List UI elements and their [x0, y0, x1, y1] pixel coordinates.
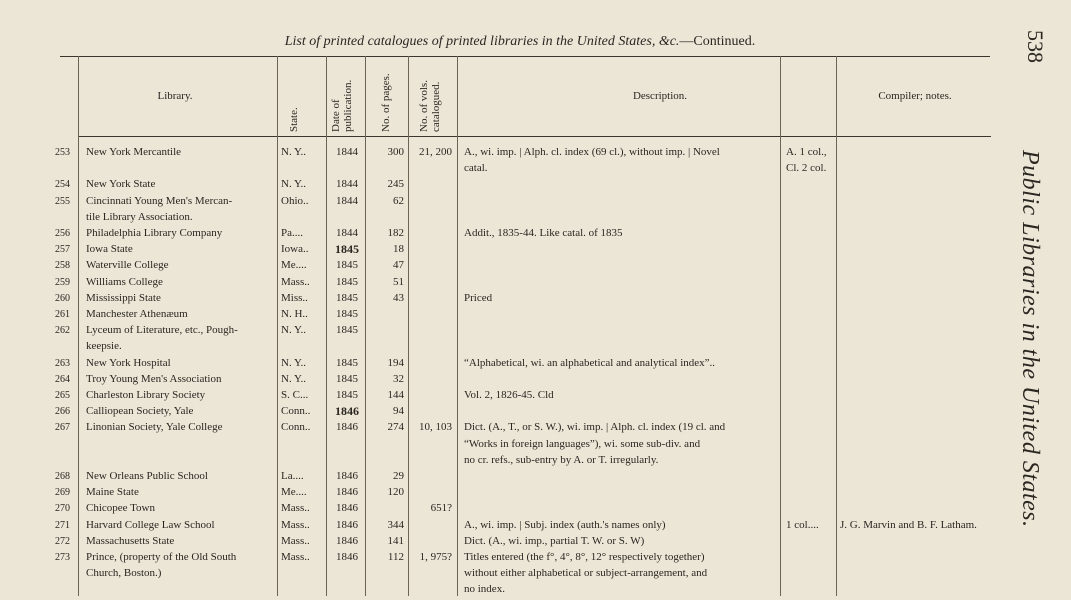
- cell-lib: Maine State: [86, 486, 139, 499]
- cell-num: 254: [55, 179, 70, 191]
- cell-lib: Calliopean Society, Yale: [86, 405, 194, 418]
- cell-date: 1846: [336, 551, 358, 563]
- cell-state: Ohio..: [281, 194, 309, 207]
- col-header-compiler: Compiler; notes.: [878, 90, 952, 102]
- cell-pages: 274: [387, 421, 404, 434]
- cell-date: 1846: [336, 534, 358, 547]
- cell-date: 1846: [336, 421, 358, 434]
- cell-num: 266: [55, 406, 70, 418]
- cell-lib: Manchester Athenæum: [86, 308, 188, 320]
- cell-pages: 51: [393, 275, 404, 288]
- cell-extra: A. 1 col.,: [786, 146, 827, 158]
- cell-state: La....: [281, 470, 304, 482]
- cell-vols: 10, 103: [419, 421, 452, 434]
- cell-pages: 47: [393, 259, 404, 272]
- cell-date: 1846: [336, 486, 358, 499]
- cell-num: 269: [55, 487, 70, 499]
- cell-state: Conn..: [281, 421, 311, 434]
- cell-num: 256: [55, 228, 70, 239]
- cell-vols: 1, 975?: [419, 551, 452, 563]
- cell-state: N. Y..: [281, 372, 307, 385]
- cell-pages: 194: [387, 356, 404, 369]
- cell-num: 261: [55, 309, 70, 320]
- cell-date: 1844: [336, 227, 358, 239]
- cell-num: 267: [55, 422, 70, 434]
- cell-desc: “Works in foreign languages”), wi. some sub-div. and: [464, 437, 701, 450]
- cell-num: 260: [55, 292, 70, 304]
- cell-num: 264: [55, 373, 70, 385]
- cell-desc: no cr. refs., sub-entry by A. or T. irregularly.: [464, 453, 659, 466]
- cell-num: 263: [55, 357, 70, 369]
- cell-lib: keepsie.: [86, 340, 122, 353]
- col-header-state: State.: [288, 107, 300, 132]
- cell-date: 1844: [336, 178, 358, 191]
- cell-date: 1846: [336, 470, 358, 482]
- cell-state: Mass..: [281, 518, 310, 531]
- cell-pages: 141: [387, 534, 404, 547]
- cell-state: Conn..: [281, 405, 311, 418]
- cell-date: 1846: [336, 502, 358, 515]
- cell-pages: 344: [387, 518, 404, 531]
- cell-num: 262: [55, 325, 70, 337]
- cell-desc: A., wi. imp. | Subj. index (auth.'s names only): [464, 518, 666, 531]
- cell-desc: Addit., 1835-44. Like catal. of 1835: [464, 227, 623, 239]
- cell-date: 1845: [336, 275, 358, 288]
- cell-date: 1845: [336, 372, 358, 385]
- cell-state: N. Y..: [281, 146, 307, 158]
- cell-state: Mass..: [281, 502, 310, 515]
- cell-lib: New York Mercantile: [86, 146, 182, 158]
- cell-lib: Troy Young Men's Association: [86, 372, 222, 385]
- cell-num: 258: [55, 260, 70, 272]
- cell-pages: 29: [393, 470, 404, 482]
- cell-pages: 120: [387, 486, 404, 499]
- cell-lib: New York State: [86, 178, 156, 191]
- cell-state: N. Y..: [281, 324, 307, 337]
- cell-num: 273: [55, 552, 70, 563]
- header-title: List of printed catalogues of printed libraries in the United States, &c.: [284, 34, 680, 49]
- col-divider: [780, 56, 781, 596]
- cell-pages: 300: [387, 146, 404, 158]
- cell-num: 259: [55, 276, 70, 288]
- cell-lib: Harvard College Law School: [86, 518, 215, 531]
- col-header-date: Date of publication.: [330, 79, 354, 132]
- cell-lib: Church, Boston.): [86, 567, 162, 580]
- cell-vols: 21, 200: [419, 146, 452, 158]
- cell-date: 1846: [336, 518, 358, 531]
- cell-desc: Dict. (A., wi. imp., partial T. W. or S. W): [464, 534, 645, 547]
- col-divider: [365, 56, 366, 596]
- col-divider: [78, 56, 79, 596]
- cell-state: Mass..: [281, 551, 310, 563]
- cell-lib: Massachusetts State: [86, 534, 175, 547]
- cell-desc: Dict. (A., T., or S. W.), wi. imp. | Alph. cl. index (19 cl. and: [464, 421, 726, 434]
- cell-state: Mass..: [281, 534, 310, 547]
- cell-state: Me....: [281, 259, 307, 272]
- cell-num: 271: [55, 519, 70, 531]
- cell-state: N. Y..: [281, 178, 307, 191]
- col-divider: [457, 56, 458, 596]
- cell-desc: “Alphabetical, wi. an alphabetical and analytical index”..: [464, 356, 716, 369]
- cell-num: 255: [55, 195, 70, 207]
- cell-extra: 1 col....: [786, 518, 819, 531]
- side-title: Public Libraries in the United States.: [1017, 150, 1043, 528]
- cell-lib: Waterville College: [86, 259, 169, 272]
- cell-date: 1845: [336, 291, 358, 304]
- cell-state: Iowa..: [281, 243, 309, 256]
- cell-num: 270: [55, 503, 70, 515]
- cell-lib: New York Hospital: [86, 356, 171, 369]
- cell-comp: J. G. Marvin and B. F. Latham.: [840, 518, 977, 531]
- cell-date: 1845: [335, 242, 359, 257]
- col-header-vols: No. of vols. catalogued.: [418, 80, 442, 132]
- cell-lib: Chicopee Town: [86, 502, 155, 515]
- cell-lib: Philadelphia Library Company: [86, 227, 223, 239]
- cell-desc: no index.: [464, 583, 505, 596]
- cell-lib: Prince, (property of the Old South: [86, 551, 237, 563]
- cell-pages: 245: [387, 178, 404, 191]
- cell-num: 268: [55, 471, 70, 482]
- header-continued: —Continued.: [679, 34, 756, 49]
- cell-pages: 182: [387, 227, 404, 239]
- cell-date: 1845: [336, 389, 358, 401]
- cell-state: Pa....: [281, 227, 303, 239]
- cell-state: Miss..: [281, 291, 308, 304]
- cell-lib: Linonian Society, Yale College: [86, 421, 223, 434]
- cell-extra: Cl. 2 col.: [786, 162, 827, 175]
- col-header-description: Description.: [632, 90, 688, 102]
- cell-pages: 18: [393, 243, 404, 256]
- cell-pages: 94: [393, 405, 404, 418]
- cell-lib: Lyceum of Literature, etc., Pough-: [86, 324, 238, 337]
- cell-num: 265: [55, 390, 70, 401]
- cell-date: 1844: [336, 146, 358, 158]
- cell-state: N. Y..: [281, 356, 307, 369]
- cell-pages: 62: [393, 194, 404, 207]
- cell-lib: tile Library Association.: [86, 210, 193, 223]
- cell-pages: 144: [387, 389, 404, 401]
- cell-state: N. H..: [281, 308, 308, 320]
- cell-state: Me....: [281, 486, 307, 499]
- cell-num: 253: [55, 147, 70, 158]
- col-header-pages: No. of pages.: [380, 73, 392, 132]
- cell-vols: 651?: [430, 502, 452, 515]
- cell-date: 1845: [336, 356, 358, 369]
- header-rule: [78, 136, 991, 137]
- page-number: 538: [1023, 30, 1048, 63]
- page-header: [70, 34, 970, 50]
- col-divider: [277, 56, 278, 596]
- cell-desc: Priced: [464, 291, 493, 304]
- cell-lib: New Orleans Public School: [86, 470, 208, 482]
- cell-lib: Williams College: [86, 275, 163, 288]
- cell-pages: 32: [393, 372, 404, 385]
- cell-date: 1846: [335, 404, 359, 419]
- cell-lib: Mississippi State: [86, 291, 161, 304]
- cell-date: 1845: [336, 308, 358, 320]
- col-divider: [836, 56, 837, 596]
- cell-lib: Iowa State: [86, 243, 133, 256]
- cell-pages: 112: [387, 551, 404, 563]
- cell-desc: A., wi. imp. | Alph. cl. index (69 cl.), without imp. | Novel: [464, 146, 720, 158]
- cell-desc: Vol. 2, 1826-45. Cld: [464, 389, 554, 401]
- cell-num: 257: [55, 244, 70, 256]
- cell-date: 1845: [336, 259, 358, 272]
- cell-desc: Titles entered (the f°, 4°, 8°, 12° respectively together): [464, 551, 705, 563]
- cell-pages: 43: [393, 291, 404, 304]
- col-header-library: Library.: [157, 90, 193, 102]
- cell-state: Mass..: [281, 275, 310, 288]
- cell-date: 1844: [336, 194, 358, 207]
- cell-state: S. C...: [281, 389, 309, 401]
- cell-num: 272: [55, 535, 70, 547]
- cell-lib: Cincinnati Young Men's Mercan-: [86, 194, 233, 207]
- cell-desc: catal.: [464, 162, 488, 175]
- cell-lib: Charleston Library Society: [86, 389, 206, 401]
- cell-desc: without either alphabetical or subject-arrangement, and: [464, 567, 708, 580]
- top-rule: [60, 56, 990, 57]
- cell-date: 1845: [336, 324, 358, 337]
